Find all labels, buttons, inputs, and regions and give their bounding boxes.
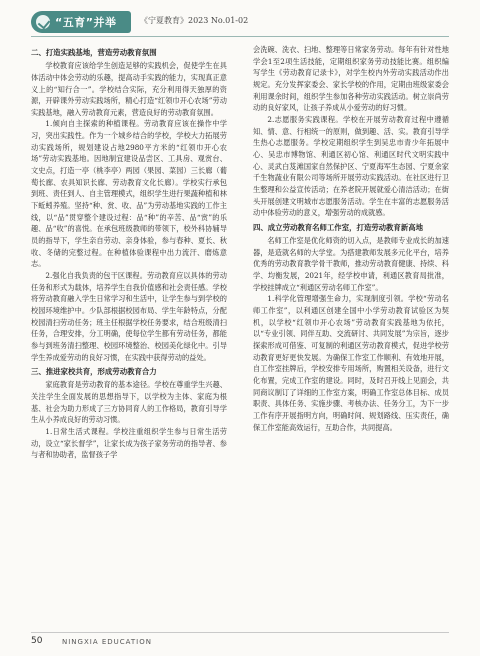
paragraph: 会洗碗、洗衣、扫地、整理等日常家务劳动。每年有针对性地学会1至2项生活技能，定期组织家务劳动技能比赛。组织编写学生《劳动教育记录卡》，对学生校内外劳动实践活动作出规定。充分发挥家委会、家长学校的作用，定期由班级家委会利用课余时间，组织学生参加各种劳动实践活动。树立崇尚劳动的良好家风，让孩子养成从小爱劳动的好习惯。 xyxy=(253,45,449,113)
section-logo xyxy=(31,11,131,33)
paragraph: 1.倾向自主探索的种植课程。劳动教育应该在操作中学习，突出实践性。作为一个城乡结合的学校，学校大力拓展劳动实践场所，规划建设占地2980平方米的“红领巾开心农场”劳动实践基地。因地制宜建设品尝区、工具房、观赏台、文史点，打造一亭（桃李亭）两园（果园、菜园）三长廊（葡萄长廊、农具知识长廊、劳动教育文化长廊）。学校实行承包到班、责任到人、自主管理模式，组织学生进行果蔬种植和林下蚯蚓养殖。坚持“种、赏、收、品”为劳动基地实践的工作主线，以“品”贯穿整个建设过程：品“种”的辛苦、品“赏”的乐趣、品“收”的喜悦。在承包班级教师的带领下，校外科协辅导员的指导下，学生亲自劳动、亲身体验，参与春种、夏长、秋收、冬储的完整过程。在种植体验课程中出力流汗、磨炼意志。 xyxy=(31,119,227,269)
paragraph: 1.日常生活式课程。学校注重组织学生参与日常生活劳动，设立“家长督学”，让家长成为孩子家务劳动的指导者、参与者和协助者，监督孩子学 xyxy=(31,427,227,460)
issue-label: 《宁夏教育》2023 No.01-02 xyxy=(140,16,249,25)
section-heading: 二、打造实践基地，营造劳动教育氛围 xyxy=(31,48,157,57)
paragraph: 学校教育应该给学生创造足够的实践机会，促使学生在具体活动中体会劳动的乐趣，提高动手实践的能力，实现真正意义上的“知行合一”。学校结合实际，充分利用得天独厚的资源，开辟课外劳动实践场所，精心打造“红领巾开心农场”劳动实践基地，融入劳动教育元素，营造良好的劳动教育氛围。 xyxy=(31,61,227,117)
journal-name: NINGXIA EDUCATION xyxy=(62,638,152,646)
header-divider xyxy=(31,36,449,37)
section-logo-text: “五育”并举 xyxy=(55,16,117,29)
page-header xyxy=(0,0,480,40)
checkmark-icon xyxy=(36,15,50,29)
paragraph: 2.强化自我负责的包干区课程。劳动教育应以具体的劳动任务和形式为载体，培养学生自我价值感和社会责任感。学校将劳动教育融入学生日常学习和生活中，让学生参与到学校的校园环境维护中。少队部根据校园布局、学生年龄特点，分配校园清扫劳动任务；班主任根据学校任务要求，结合班级清扫任务，合理安排，分工明确，使每位学生都有劳动任务，都能参与到班务清扫整理、校园环境整治、校园美化绿化中。引导学生养成爱劳动的良好习惯，在实践中获得劳动的益处。 xyxy=(31,271,227,362)
paragraph: 1.科学化管理增强生命力，实现制度引领。学校“劳动名师工作室”，以利通区创建全国中小学劳动教育试验区为契机，以学校“红领巾开心农场”劳动教育实践基地为依托，以“专业引领、同伴互助、交流研讨、共同发展”为宗旨，逐步探索形成可借鉴、可复制的利通区劳动教育模式，促进学校劳动教育更好更快发展。为确保工作室工作顺利、有效地开展，自工作室挂牌后，学校安排专用场所，购置相关设备，进行文化布置，完成工作室的建设。同时，及时召开线上见面会，共同商议制订了详细的工作室方案，明确工作室总体目标、成员职责、具体任务、实施步骤、考核办法、任务分工，为下一步工作有序开展指明方向，明确时间、规划路线、压实责任，确保工作室能高效运行，互助合作，共同提高。 xyxy=(253,294,449,432)
right-column xyxy=(253,44,449,433)
page-number: 50 xyxy=(31,636,43,646)
section-heading: 三、推进家校共育，形成劳动教育合力 xyxy=(31,367,157,377)
left-column xyxy=(31,44,227,461)
paragraph: 家庭教育是劳动教育的基本途径。学校在尊重学生兴趣、关注学生全面发展的思想指导下，以学校为主体、家庭为根基、社会为助力形成了三方协同育人的工作格局，教育引导学生从小养成良好的劳动习惯。 xyxy=(31,380,227,425)
paragraph: 名师工作室是优化师资的切入点，是教师专业成长的加速器，是造就名师的大学堂。为搭建教师发展多元化平台，培养优秀的劳动教育教学骨干教师，推动劳动教育健康、持续、科学、均衡发展，2021年，经学校申请，利通区教育局批准，学校挂牌成立“利通区劳动名师工作室”。 xyxy=(253,236,449,292)
page-footer xyxy=(0,626,480,656)
footer-divider xyxy=(31,632,449,633)
paragraph: 2.志愿服务实践课程。学校在开展劳动教育过程中遵循知、情、意、行相统一的原则，做到趣、活、实。教育引导学生热心志愿服务。学校定期组织学生到吴忠市青少年拓展中心、吴忠市博物馆、利通区初心馆、利通区时代文明实践中心、灵武白芨滩国家自然保护区、宁夏海军生态园、宁夏余家千生物蔬业有限公司等场所开展劳动实践活动。在社区进行卫生整理和公益宣传活动；在养老院开展就爱心清洁活动；在街头开展创建文明城市志愿服务活动。学生在丰富的志愿服务活动中体验劳动的意义，增强劳动的成就感。 xyxy=(253,114,449,218)
section-heading: 四、成立劳动教育名师工作室，打造劳动教育新高地 xyxy=(253,222,423,232)
